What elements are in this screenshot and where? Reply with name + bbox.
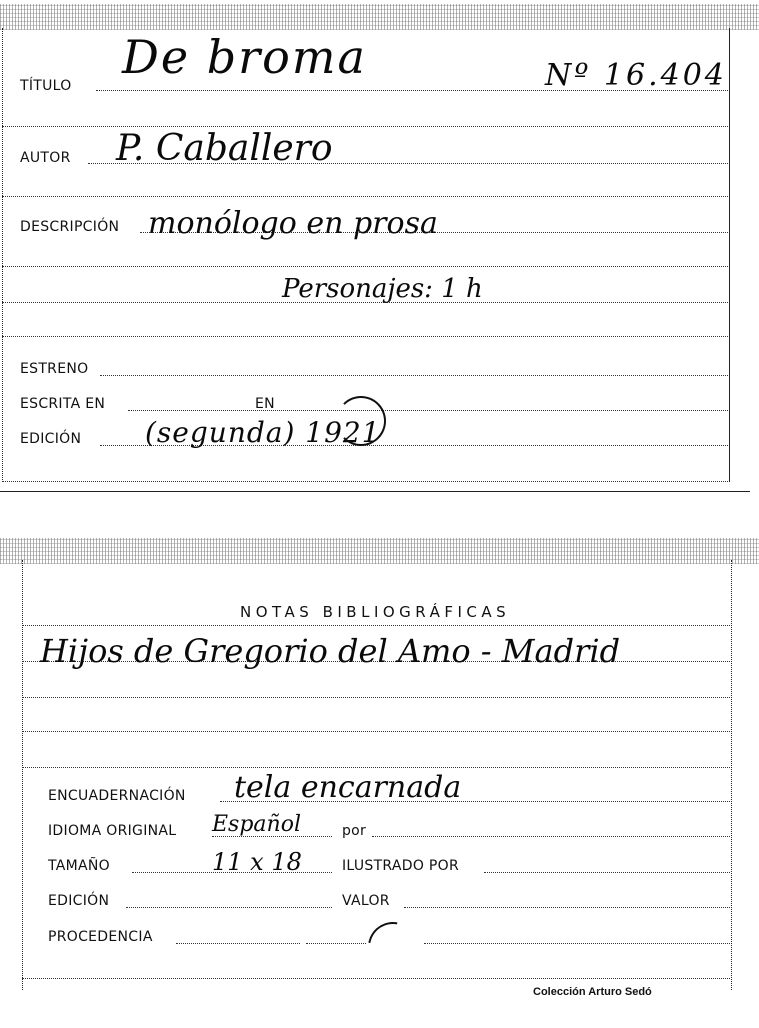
idioma-original-value: Español <box>212 812 301 837</box>
procedencia-line <box>424 943 730 944</box>
blank-line <box>2 336 728 337</box>
en-label: EN <box>255 396 275 412</box>
notas-heading: NOTAS BIBLIOGRÁFICAS <box>240 603 511 621</box>
notas-line <box>22 625 730 626</box>
blank-line <box>22 978 730 979</box>
stamp-circle-icon <box>336 396 386 446</box>
blank-line <box>2 266 728 267</box>
card-divider <box>0 491 750 492</box>
autor-label: AUTOR <box>20 150 71 166</box>
idioma-original-label: IDIOMA ORIGINAL <box>48 823 177 839</box>
estreno-label: ESTRENO <box>20 361 89 377</box>
procedencia-line <box>176 943 300 944</box>
edicion-label-2: EDICIÓN <box>48 893 110 909</box>
autor-value: P. Caballero <box>116 128 333 169</box>
estreno-line <box>100 375 728 376</box>
descripcion-value: monólogo en prosa <box>148 206 438 241</box>
blank-line <box>2 126 728 127</box>
escrita-en-label: ESCRITA EN <box>20 396 106 412</box>
edicion-label: EDICIÓN <box>20 431 82 447</box>
collection-credit: Colección Arturo Sedó <box>533 986 652 998</box>
valor-label: VALOR <box>342 893 390 909</box>
blank-line <box>22 767 730 768</box>
descripcion-label: DESCRIPCIÓN <box>20 219 120 235</box>
encuadernacion-label: ENCUADERNACIÓN <box>48 788 186 804</box>
blank-line <box>2 481 728 482</box>
ilustrado-por-label: ILUSTRADO POR <box>342 858 459 874</box>
procedencia-line <box>306 943 366 944</box>
blank-line <box>2 196 728 197</box>
blank-line <box>22 731 730 732</box>
encuadernacion-value: tela encarnada <box>234 770 462 805</box>
catalog-number: Nº 16.404 <box>545 58 727 93</box>
tamano-label: TAMAÑO <box>48 858 110 874</box>
titulo-value: De broma <box>122 30 367 84</box>
escrita-line <box>128 410 728 411</box>
edicion-line-2 <box>126 907 332 908</box>
por-line <box>372 836 730 837</box>
top-edge-noise <box>0 4 759 30</box>
titulo-label: TÍTULO <box>20 78 72 94</box>
tamano-value: 11 x 18 <box>212 848 302 876</box>
por-label: por <box>342 823 367 839</box>
edicion-value: (segunda) 1921 <box>145 416 381 449</box>
ilustrado-line <box>484 872 730 873</box>
personajes-value: Personajes: 1 h <box>282 274 483 304</box>
procedencia-label: PROCEDENCIA <box>48 929 153 945</box>
blank-line <box>22 697 730 698</box>
valor-line <box>404 907 730 908</box>
notas-value: Hijos de Gregorio del Amo - Madrid <box>40 632 621 670</box>
